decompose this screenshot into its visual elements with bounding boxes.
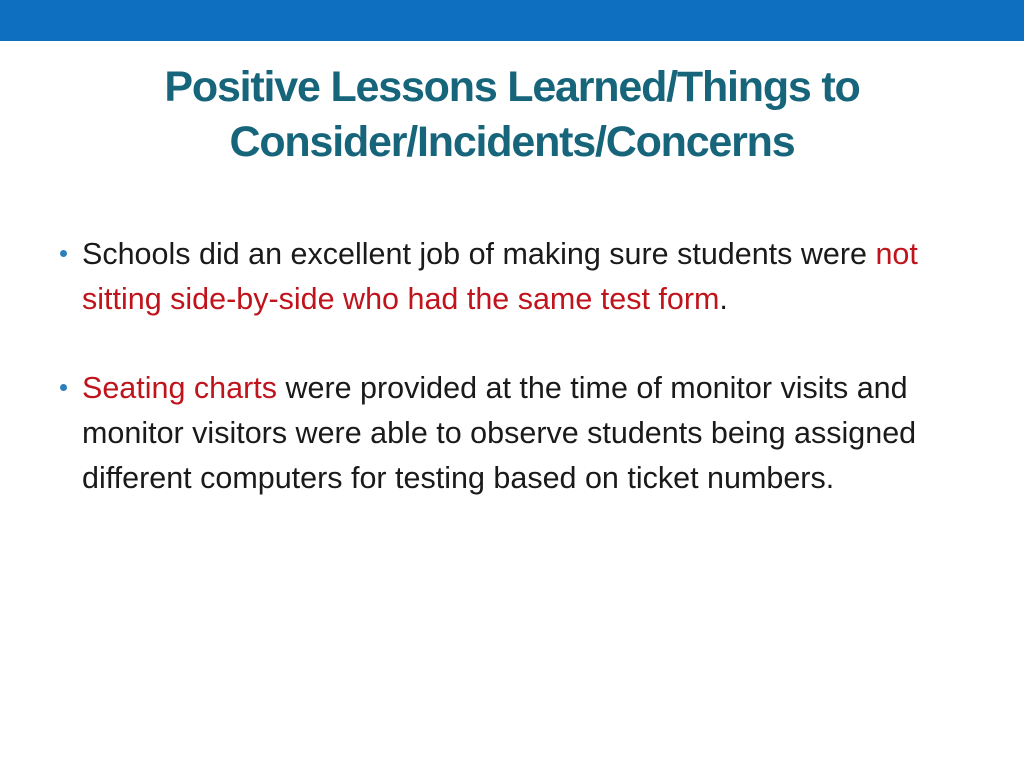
bullet-dot-icon bbox=[60, 250, 67, 257]
slide-title bbox=[60, 60, 964, 170]
slide-title-line-2: Consider/Incidents/Concerns bbox=[229, 118, 795, 166]
bullet-item-2 bbox=[58, 366, 958, 501]
bullet-2-highlight: Seating charts bbox=[82, 371, 277, 405]
bullet-dot-icon bbox=[60, 384, 67, 391]
bullet-2-text: were provided at the time of monitor visits and monitor visitors were able to observe students being assigned different computers for testing based on ticket numbers. bbox=[82, 371, 917, 495]
bullet-1-period: . bbox=[719, 282, 728, 316]
bullet-list bbox=[58, 232, 958, 501]
top-accent-bar bbox=[0, 0, 1024, 41]
bullet-1-highlight: not sitting side-by-side who had the same test form bbox=[82, 237, 918, 316]
bullet-item-1 bbox=[58, 232, 958, 322]
bullet-1-text: Schools did an excellent job of making sure students were bbox=[82, 237, 876, 271]
slide-title-line-1: Positive Lessons Learned/Things to bbox=[164, 63, 860, 111]
